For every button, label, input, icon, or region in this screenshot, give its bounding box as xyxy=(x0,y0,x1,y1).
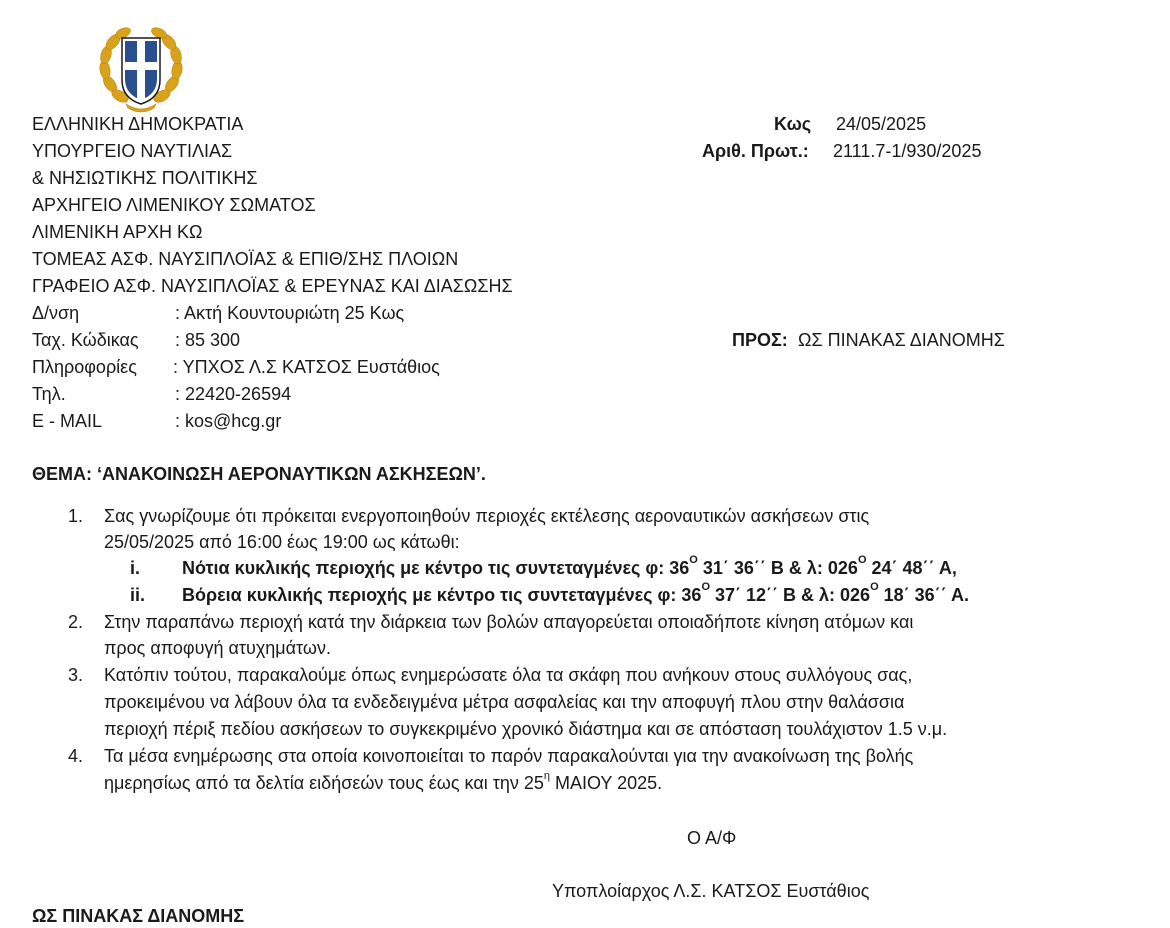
header-line-2: ΥΠΟΥΡΓΕΙΟ ΝΑΥΤΙΛΙΑΣ xyxy=(32,141,233,161)
header-line-3: & ΝΗΣΙΩΤΙΚΗΣ ΠΟΛΙΤΙΚΗΣ xyxy=(32,168,258,188)
signature-name: Υποπλοίαρχος Λ.Σ. ΚΑΤΣΟΣ Ευστάθιος xyxy=(552,881,870,901)
item-1-number: 1. xyxy=(68,506,84,526)
header-line-1: ΕΛΛΗΝΙΚΗ ΔΗΜΟΚΡΑΤΙΑ xyxy=(32,114,244,134)
item-3-line-3: περιοχή πέριξ πεδίου ασκήσεων το συγκεκριμένο χρονικό διάστημα και σε απόσταση τουλάχιστον 1.5 ν.μ. xyxy=(104,719,948,739)
signature-title: Ο Α/Φ xyxy=(687,828,737,848)
greek-coat-of-arms-icon xyxy=(96,22,186,114)
item-2-line-1: Στην παραπάνω περιοχή κατά την διάρκεια των βολών απαγορεύεται οποιαδήποτε κίνηση ατόμων και xyxy=(104,612,914,632)
subject-line: ΘΕΜΑ: ‘ΑΝΑΚΟΙΝΩΣΗ ΑΕΡΟΝΑΥΤΙΚΩΝ ΑΣΚΗΣΕΩΝ’. xyxy=(32,464,486,484)
protocol-label: Αριθ. Πρωτ.: xyxy=(702,141,809,161)
item-2-line-2: προς αποφυγή ατυχημάτων. xyxy=(104,638,331,658)
contact-label-postcode: Ταχ. Κώδικας xyxy=(32,330,139,350)
contact-value-info: : ΥΠΧΟΣ Λ.Σ ΚΑΤΣΟΣ Ευστάθιος xyxy=(173,357,440,377)
contact-label-email: E - MAIL xyxy=(32,411,103,431)
recipient-label: ΠΡΟΣ: xyxy=(732,330,788,350)
recipient-value: ΩΣ ΠΙΝΑΚΑΣ ΔΙΑΝΟΜΗΣ xyxy=(798,330,1005,350)
item-3-line-2: προκειμένου να λάβουν όλα τα ενδεδειγμένα μέτρα ασφαλείας και την αποφυγή πλου στην θαλάσσια xyxy=(104,692,905,712)
subitem-i-text: Νότια κυκλικής περιοχής με κέντρο τις συντεταγμένες φ: $36^O$ 31΄ 36΄΄ Β & λ: $026^O$ 24΄ 48΄΄ Α, xyxy=(182,554,957,578)
contact-value-email: : kos@hcg.gr xyxy=(175,411,282,431)
protocol-number: 2111.7-1/930/2025 xyxy=(833,141,982,161)
distribution-heading: ΩΣ ΠΙΝΑΚΑΣ ΔΙΑΝΟΜΗΣ xyxy=(32,906,245,926)
contact-label-info: Πληροφορίες xyxy=(32,357,137,377)
header-line-6: ΤΟΜΕΑΣ ΑΣΦ. ΝΑΥΣΙΠΛΟΪΑΣ & ΕΠΙΘ/ΣΗΣ ΠΛΟΙΩΝ xyxy=(32,249,459,269)
contact-value-phone: : 22420-26594 xyxy=(175,384,292,404)
header-line-4: ΑΡΧΗΓΕΙΟ ΛΙΜΕΝΙΚΟΥ ΣΩΜΑΤΟΣ xyxy=(32,195,316,215)
item-3-number: 3. xyxy=(68,665,84,685)
place-label: Κως xyxy=(774,114,812,134)
header-line-7: ΓΡΑΦΕΙΟ ΑΣΦ. ΝΑΥΣΙΠΛΟΪΑΣ & ΕΡΕΥΝΑΣ ΚΑΙ ΔΙΑΣΩΣΗΣ xyxy=(32,276,513,296)
item-3-line-1: Κατόπιν τούτου, παρακαλούμε όπως ενημερώσατε όλα τα σκάφη που ανήκουν στους συλλόγους σας, xyxy=(104,665,913,685)
contact-value-postcode: : 85 300 xyxy=(175,330,241,350)
contact-value-address: : Ακτή Κουντουριώτη 25 Κως xyxy=(175,303,405,323)
item-4-line-1: Τα μέσα ενημέρωσης στα οποία κοινοποιείται το παρόν παρακαλούνται για την ανακοίνωση της βολής xyxy=(104,746,914,766)
item-4-line-2: ημερησίως από τα δελτία ειδήσεών τους έως και την $25^\eta$ ΜΑΙΟΥ 2025. xyxy=(104,770,663,793)
subitem-i-number: i. xyxy=(130,558,141,578)
document-date: 24/05/2025 xyxy=(836,114,927,134)
item-4-number: 4. xyxy=(68,746,84,766)
subitem-ii-text: Βόρεια κυκλικής περιοχής με κέντρο τις συντεταγμένες φ: $36^O$ 37΄ 12΄΄ Β & λ: $026^O$ 18΄ 36΄΄ Α. xyxy=(182,581,970,605)
item-1-line-2: 25/05/2025 από 16:00 έως 19:00 ως κάτωθι: xyxy=(104,532,460,552)
contact-label-phone: Τηλ. xyxy=(32,384,66,404)
contact-label-address: Δ/νση xyxy=(32,303,80,323)
header-line-5: ΛΙΜΕΝΙΚΗ ΑΡΧΗ ΚΩ xyxy=(32,222,203,242)
item-1-line-1: Σας γνωρίζουμε ότι πρόκειται ενεργοποιηθούν περιοχές εκτέλεσης αεροναυτικών ασκήσεων στις xyxy=(104,506,870,526)
item-2-number: 2. xyxy=(68,612,84,632)
subitem-ii-number: ii. xyxy=(130,585,146,605)
